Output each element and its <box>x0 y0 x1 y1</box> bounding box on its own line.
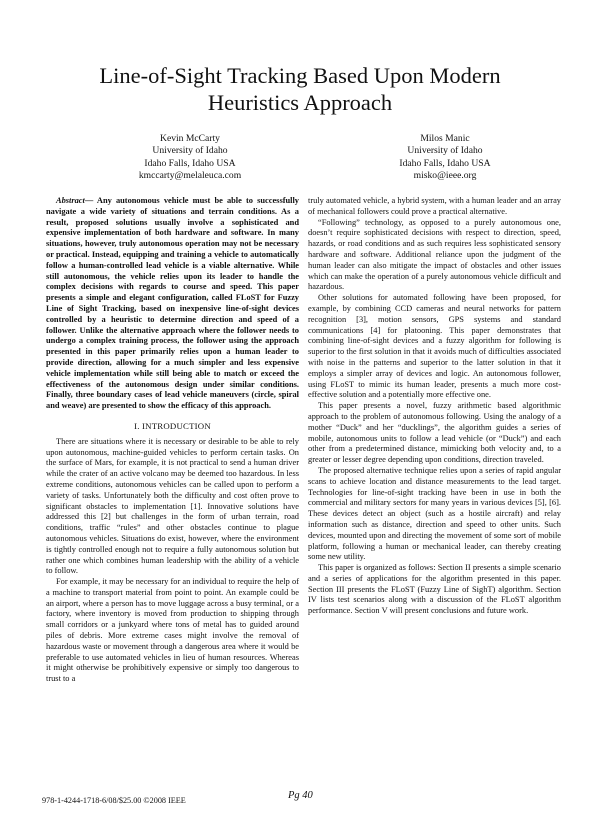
author-name: Kevin McCarty <box>160 133 220 144</box>
right-paragraph: The proposed alternative technique relies upon a series of rapid angular scans to achieve location and distance measurements to the lead target. Technologies for line-of-sight tracking have been in use in both the commercial and military sectors for many years in various devices [5], [6]. These devices detect an object (such as a hostile aircraft) and relay information such as distance, direction and speed to other units. Such devices, mounted upon and directing the movement of some sort of mobile platform, following a human or mechanical leader, can thereby creating some new utility. <box>308 465 561 562</box>
footer-isbn: 978-1-4244-1718-6/08/$25.00 ©2008 IEEE <box>42 796 186 805</box>
right-column <box>308 196 561 617</box>
section-heading-introduction: I. INTRODUCTION <box>134 420 211 431</box>
title-line-1: Line-of-Sight Tracking Based Upon Modern <box>99 63 501 88</box>
paper-title <box>40 62 560 116</box>
right-paragraph: truly automated vehicle, a hybrid system, with a human leader and an array of mechanical followers could prove a practical alternative. <box>308 196 561 216</box>
author-location: Idaho Falls, Idaho USA <box>144 157 236 169</box>
author-affiliation: University of Idaho <box>152 145 228 157</box>
author-email: kmccarty@melaleuca.com <box>138 169 242 181</box>
abstract <box>46 196 299 412</box>
title-line-2: Heuristics Approach <box>207 90 393 115</box>
right-paragraph: This paper presents a novel, fuzzy arithmetic based algorithmic approach to the problem of autonomous following. Using the analogy of a mother “Duck” and her “ducklings”, the algorithm guides a series of mobile, autonomous units to follow a lead vehicle (or “Duck”) and each other from a predetermined distance, mimicking both velocity and, to a greater or lesser degree depending upon conditions, direction traveled. <box>308 401 561 465</box>
author-email: misko@ieee.org <box>413 169 477 181</box>
author-block-2 <box>335 133 555 182</box>
left-paragraph: There are situations where it is necessary or desirable to be able to rely upon autonomous, machine-guided vehicles to perform certain tasks. On the surface of Mars, for example, it is not practical to send a human driver while the crater of an active volcano may be deemed too hazardous. In less extreme conditions, autonomous vehicles can be called upon to perform a variety of tasks. Unfortunately both the difficulty and cost often prove to significant obstacles to implementation [1]. Innovative solutions have addressed this [2] but challenges in the form of urban terrain, road conditions, traffic “rules” and other obstacles continue to plague autonomous vehicles. Situations do exist, however, where the environment is tightly controlled enough not to require a fully autonomous solution but rather one which combines human leadership with the ability of a vehicle to follow. <box>46 436 299 576</box>
author-location: Idaho Falls, Idaho USA <box>399 157 491 169</box>
right-paragraph: This paper is organized as follows: Section II presents a simple scenario and a series of applications for the algorithm presented in this paper. Section III presents the FLoST (Fuzzy Line of SighT) algorithm. Section IV lists test scenarios along with a discussion of the FLoST algorithm performance. Section V will present conclusions and future work. <box>308 563 561 616</box>
author-name: Milos Manic <box>420 133 470 144</box>
abstract-text: — Any autonomous vehicle must be able to successfully navigate a wide variety of situations and terrain conditions. As a result, proposed solutions usually involve a sophisticated and expensive implementation of both hardware and software. In many situations, however, truly autonomous operation may not be necessary or practical. Instead, equipping and training a vehicle to automatically follow a human-controlled lead vehicle is a viable alternative. While still autonomous, the vehicle relies upon its leader to handle the complex decisions with regards to course and speed. This paper presents a simple and elegant configuration, called FLoST for Fuzzy Line of Sight Tracking, based on inexpensive line-of-sight devices controlled by a heuristic to determine direction and speed of a follower. Unlike the alternative approach where the follower needs to undergo a complex training process, the follower using the approach presented in this paper primarily relies upon a human leader to provide direction, allowing for a much simpler and less expensive vehicle implementation while still being able to match or exceed the effectiveness of the autonomous design under similar conditions. Finally, three boundary cases of lead vehicle maneuvers (circle, spiral and weave) are presented to show the efficacy of this approach. <box>46 196 299 411</box>
author-block-1 <box>80 133 300 182</box>
abstract-label: Abstract <box>56 196 85 205</box>
footer-page-number: Pg 40 <box>288 790 313 801</box>
right-paragraph: “Following” technology, as opposed to a purely autonomous one, doesn’t require sophisticated decisions with respect to direction, speed, hazards, or road conditions and as such requires less sophisticated sensory hardware and software. Additional reliance upon the judgment of the human leader can also mitigate the impact of obstacles and other issues which can make the operation of a purely autonomous vehicle difficult and hazardous. <box>308 217 561 292</box>
author-affiliation: University of Idaho <box>407 145 483 157</box>
left-paragraph: For example, it may be necessary for an individual to require the help of a machine to transport material from point to point. An example could be an airport, where a person has to move luggage across a busy terminal, or a factory, where inventory is moved from production to shipping through small corridors or a junkyard where tons of metal has to guided around piles of debris. More extreme cases might involve the removal of hazardous waste or movement through a dangerous area where it would be preferable to use automated vehicles in lieu of human resources. Whereas it might otherwise be prohibitively expensive or simply too dangerous to trust to a <box>46 577 299 684</box>
right-paragraph: Other solutions for automated following have been proposed, for example, by combining CCD cameras and neural networks for pattern recognition [3], motion sensors, GPS systems and standard communications [4] for platooning. This paper demonstrates that combining line-of-sight devices and a fuzzy algorithm for following is superior to the first solution in that it avoids much of difficulties associated with noise in the patterns and superior to the latter solution in that it employs a simpler array of devices and logic. An autonomous follower, using FLoST to mimic its human leader, presents a much more cost-effective solution and a potentially more effective one. <box>308 293 561 400</box>
left-column <box>46 196 299 685</box>
